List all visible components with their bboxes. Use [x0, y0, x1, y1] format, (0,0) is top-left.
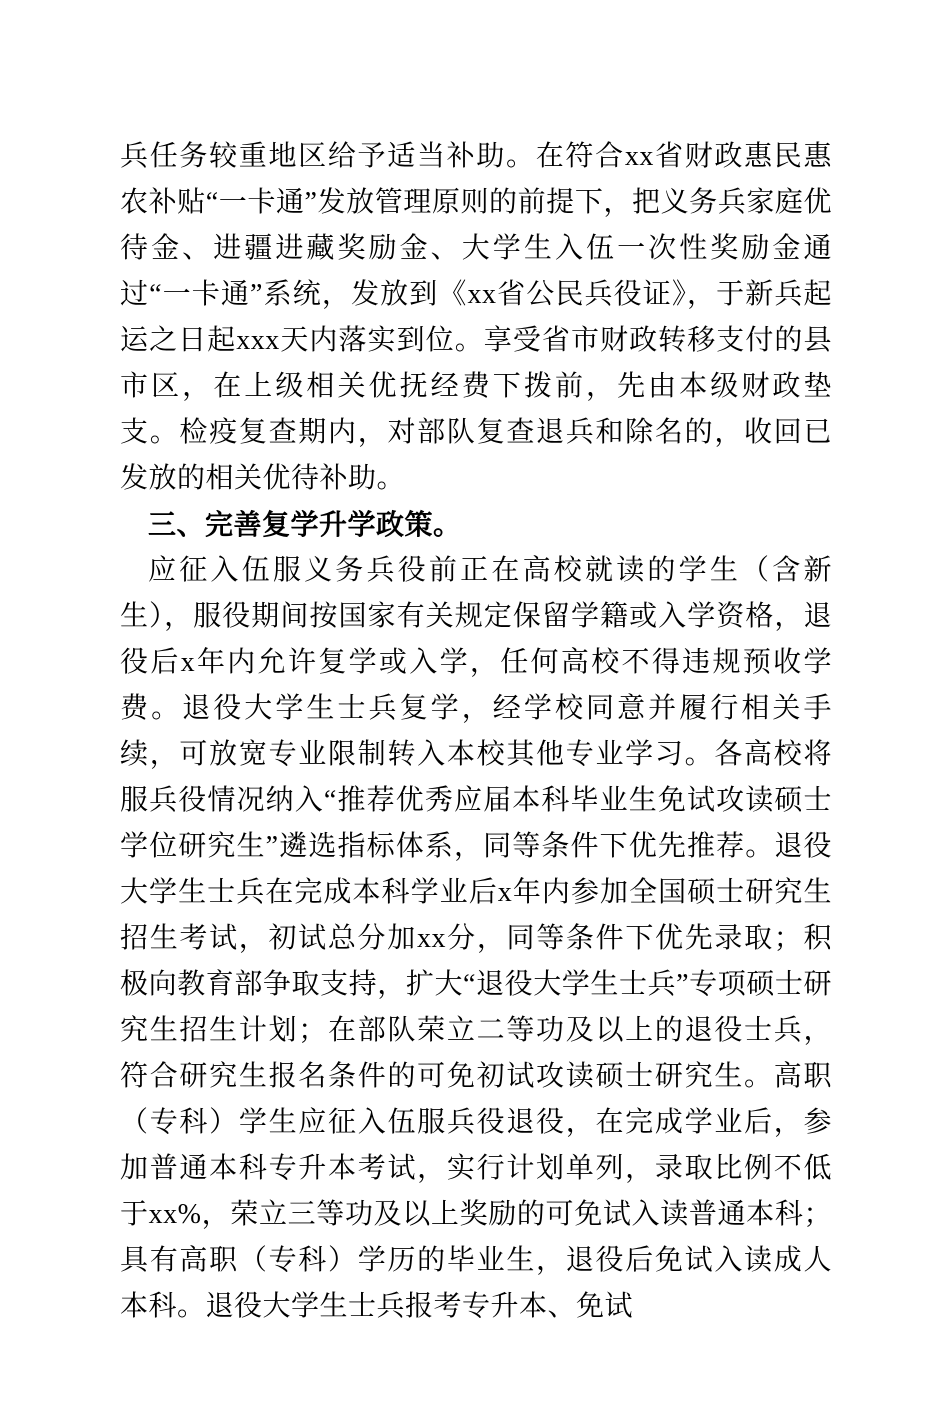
paragraph-continuation: 兵任务较重地区给予适当补助。在符合xx省财政惠民惠农补贴“一卡通”发放管理原则的前提下，把义务兵家庭优待金、进疆进藏奖励金、大学生入伍一次性奖励金通过“一卡通”系统，发放到《xx省公民兵役证》，于新兵起运之日起xxx天内落实到位。享受省市财政转移支付的县市区，在上级相关优抚经费下拨前，先由本级财政垫支。检疫复查期内，对部队复查退兵和除名的，收回已发放的相关优待补助。: [120, 141, 832, 494]
paragraph-body: 应征入伍服义务兵役前正在高校就读的学生（含新生），服役期间按国家有关规定保留学籍或入学资格，退役后x年内允许复学或入学，任何高校不得违规预收学费。退役大学生士兵复学，经学校同意并履行相关手续，可放宽专业限制转入本校其他专业学习。各高校将服兵役情况纳入“推荐优秀应届本科毕业生免试攻读硕士学位研究生”遴选指标体系，同等条件下优先推荐。退役大学生士兵在完成本科学业后x年内参加全国硕士研究生招生考试，初试总分加xx分，同等条件下优先录取；积极向教育部争取支持，扩大“退役大学生士兵”专项硕士研究生招生计划；在部队荣立二等功及以上的退役士兵，符合研究生报名条件的可免初试攻读硕士研究生。高职（专科）学生应征入伍服兵役退役，在完成学业后，参加普通本科专升本考试，实行计划单列，录取比例不低于xx%，荣立三等功及以上奖励的可免试入读普通本科；具有高职（专科）学历的毕业生，退役后免试入读成人本科。退役大学生士兵报考专升本、免试: [120, 555, 832, 1322]
section-heading: 三、完善复学升学政策。: [148, 509, 462, 540]
